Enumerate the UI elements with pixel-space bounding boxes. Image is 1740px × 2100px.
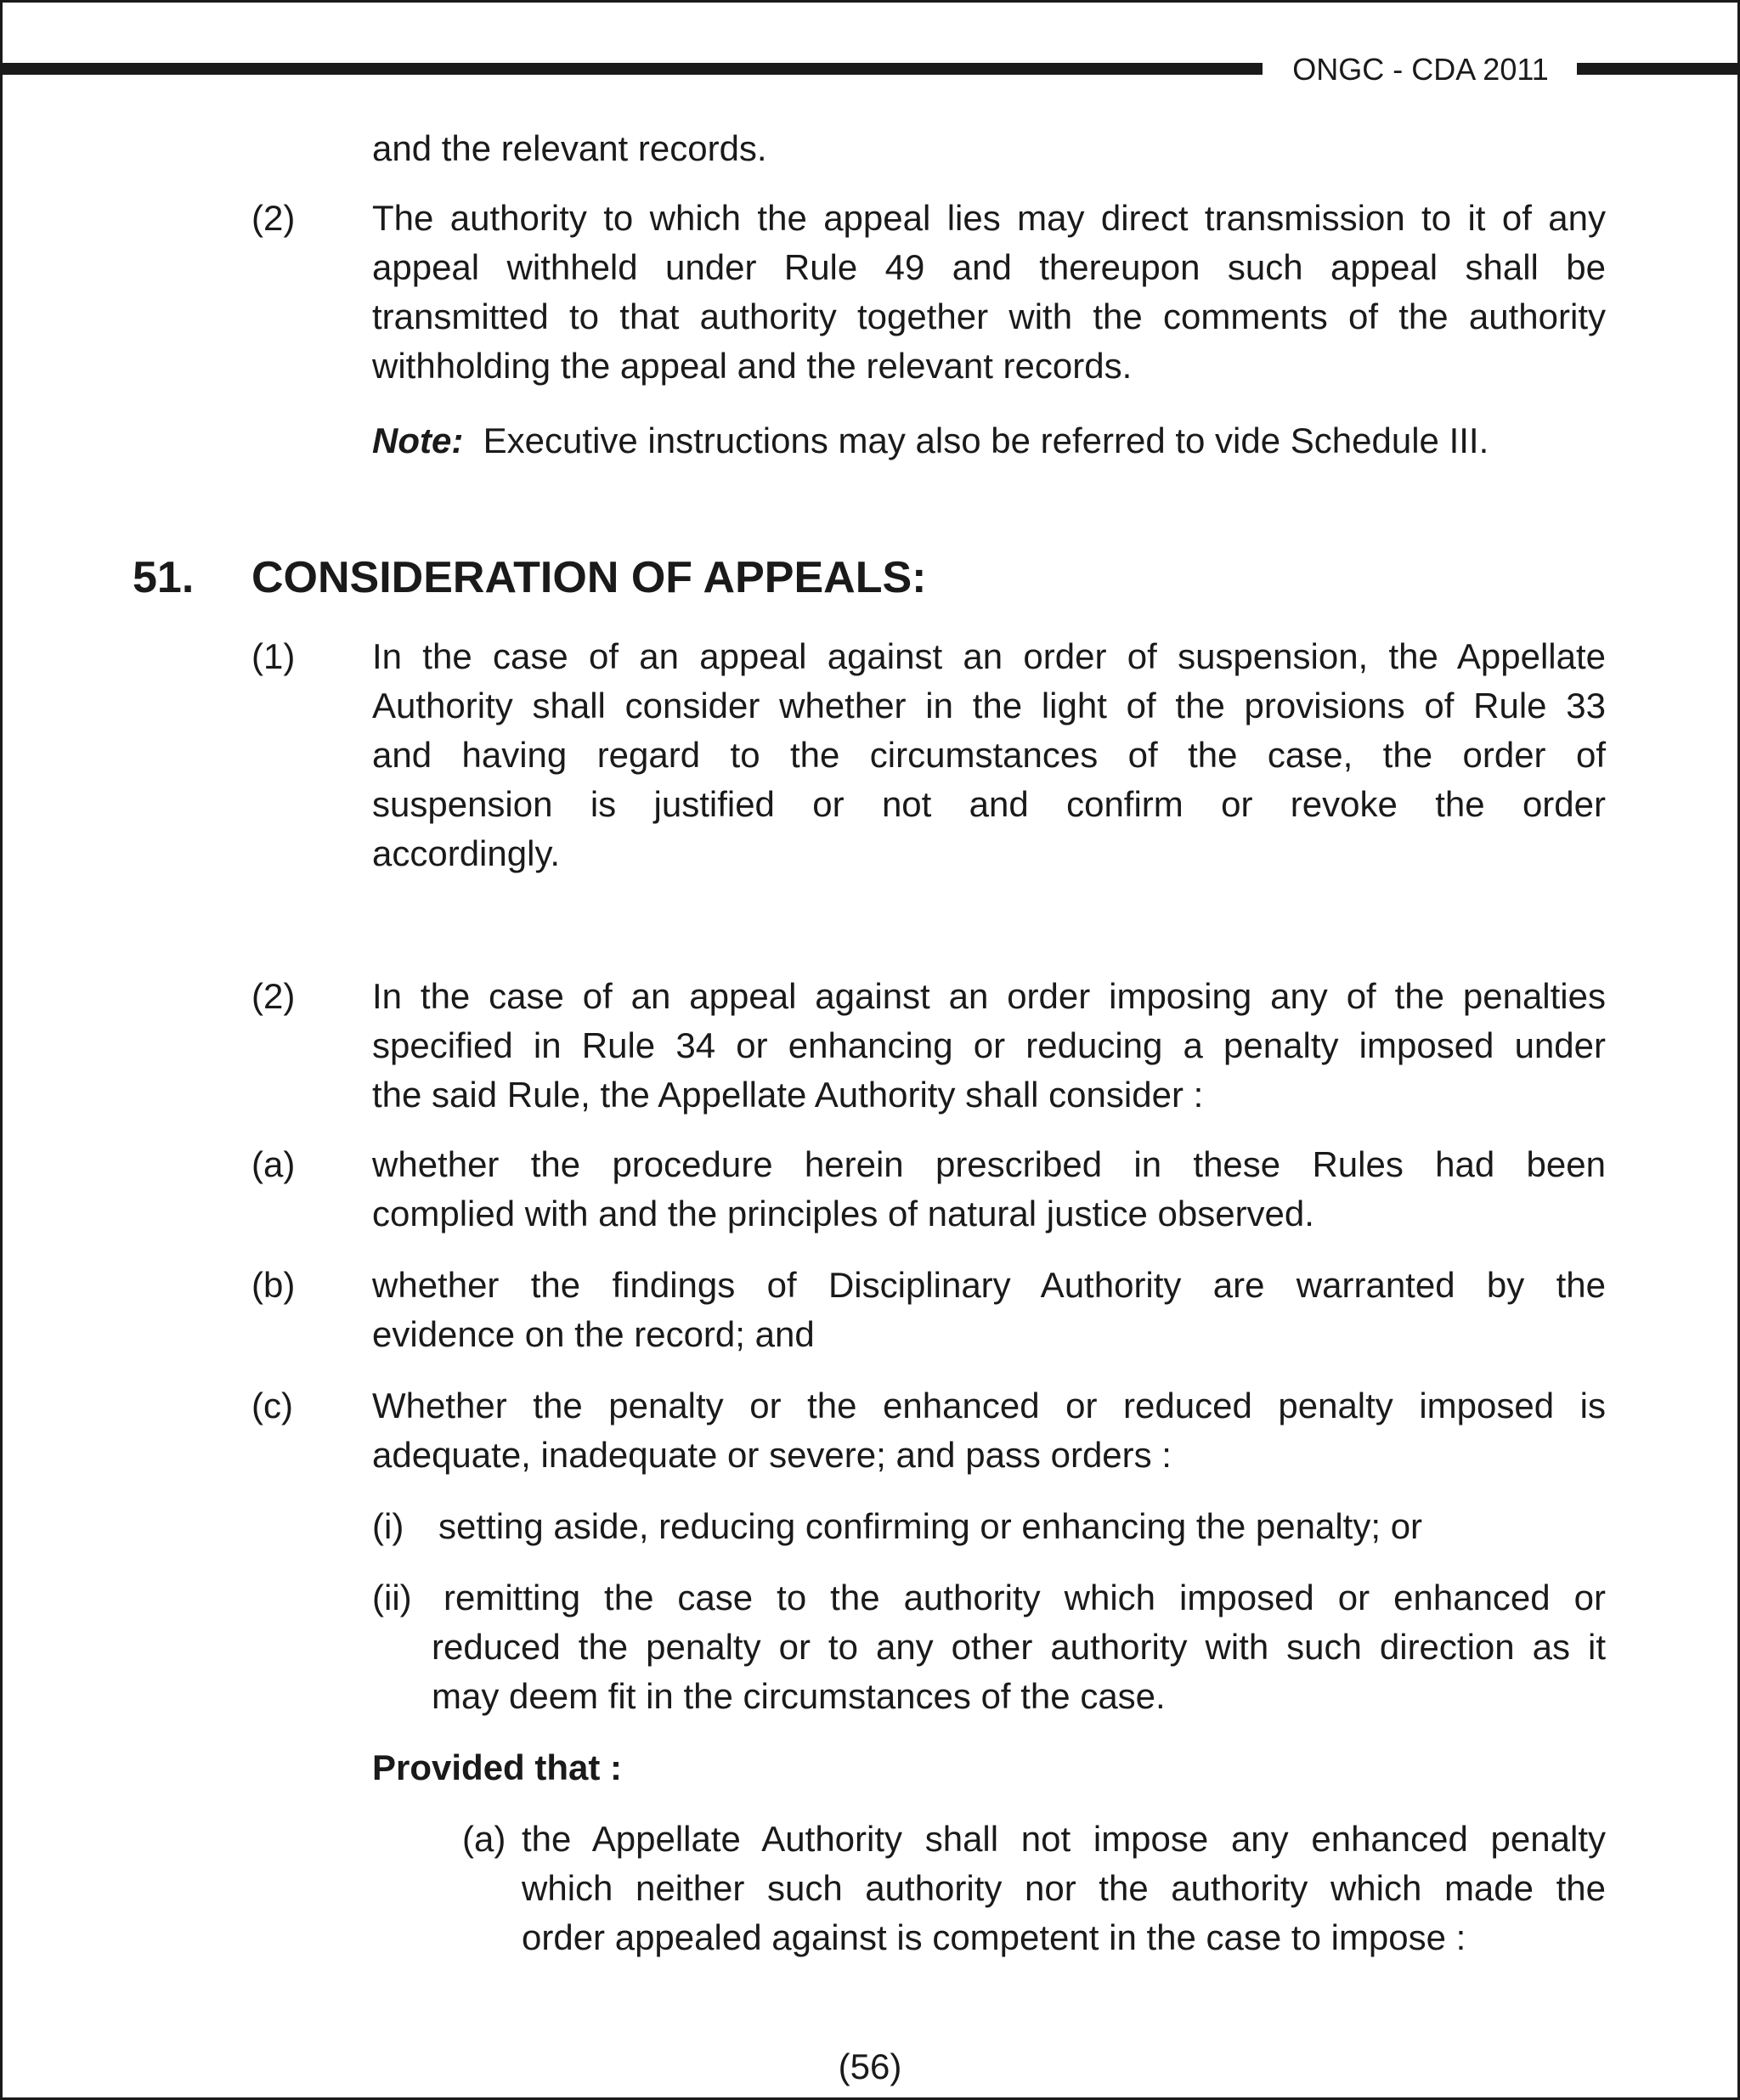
note-text: Executive instructions may also be referred to vide Schedule III. xyxy=(483,421,1489,460)
proviso-label: (a) xyxy=(462,1819,506,1859)
paragraph-line: and having regard to the circumstances of the case, the order of xyxy=(372,735,1606,775)
paragraph-line: Authority shall consider whether in the light of the provisions of Rule 33 xyxy=(372,686,1606,725)
paragraph-line: whether the procedure herein prescribed in these Rules had been xyxy=(372,1144,1606,1184)
paragraph-line: complied with and the principles of natural justice observed. xyxy=(372,1194,1314,1233)
note-label: Note: xyxy=(372,421,464,460)
para-label: (2) xyxy=(251,976,296,1016)
paragraph-line: evidence on the record; and xyxy=(372,1314,815,1354)
paragraph-line: remitting the case to the authority which imposed or enhanced or xyxy=(443,1578,1606,1617)
paragraph-line: In the case of an appeal against an order of suspension, the Appellate xyxy=(372,636,1606,676)
header-rule-left xyxy=(0,63,1263,75)
running-header: ONGC - CDA 2011 xyxy=(1292,52,1549,87)
para-label: (1) xyxy=(251,636,296,676)
paragraph-line: The authority to which the appeal lies may direct transmission to it of any xyxy=(372,198,1606,238)
continuation-text: and the relevant records. xyxy=(372,128,767,168)
paragraph-line: setting aside, reducing confirming or enhancing the penalty; or xyxy=(438,1506,1423,1546)
paragraph-line: order appealed against is competent in the case to impose : xyxy=(522,1917,1466,1957)
paragraph-line: appeal withheld under Rule 49 and thereupon such appeal shall be xyxy=(372,247,1606,287)
page-number: (56) xyxy=(838,2046,902,2086)
header-rule-right xyxy=(1577,63,1740,75)
paragraph-line: transmitted to that authority together with the comments of the authority xyxy=(372,296,1606,336)
paragraph-line: whether the findings of Disciplinary Authority are warranted by the xyxy=(372,1265,1606,1305)
para-label: (2) xyxy=(251,198,296,238)
note xyxy=(372,416,1489,466)
paragraph-line: withholding the appeal and the relevant records. xyxy=(372,346,1133,386)
paragraph-line: may deem fit in the circumstances of the case. xyxy=(432,1676,1166,1716)
paragraph-line: specified in Rule 34 or enhancing or reducing a penalty imposed under xyxy=(372,1025,1606,1065)
paragraph-line: the Appellate Authority shall not impose any enhanced penalty xyxy=(522,1819,1606,1859)
paragraph-line: adequate, inadequate or severe; and pass orders : xyxy=(372,1435,1172,1475)
proviso-heading: Provided that : xyxy=(372,1747,623,1787)
clause-label: (c) xyxy=(251,1386,293,1425)
paragraph-line: In the case of an appeal against an order imposing any of the penalties xyxy=(372,976,1606,1016)
paragraph-line: suspension is justified or not and confirm or revoke the order xyxy=(372,784,1606,824)
paragraph-line: the said Rule, the Appellate Authority shall consider : xyxy=(372,1075,1204,1115)
section-title: CONSIDERATION OF APPEALS: xyxy=(251,553,927,602)
paragraph-line: which neither such authority nor the authority which made the xyxy=(522,1868,1606,1908)
subclause-label: (i) xyxy=(372,1506,404,1546)
paragraph-line: reduced the penalty or to any other authority with such direction as it xyxy=(432,1627,1606,1667)
clause-label: (b) xyxy=(251,1265,296,1305)
section-number: 51. xyxy=(133,553,195,602)
paragraph-line: Whether the penalty or the enhanced or reduced penalty imposed is xyxy=(372,1386,1606,1425)
clause-label: (a) xyxy=(251,1144,296,1184)
paragraph-line: accordingly. xyxy=(372,833,560,873)
subclause-label: (ii) xyxy=(372,1578,412,1617)
